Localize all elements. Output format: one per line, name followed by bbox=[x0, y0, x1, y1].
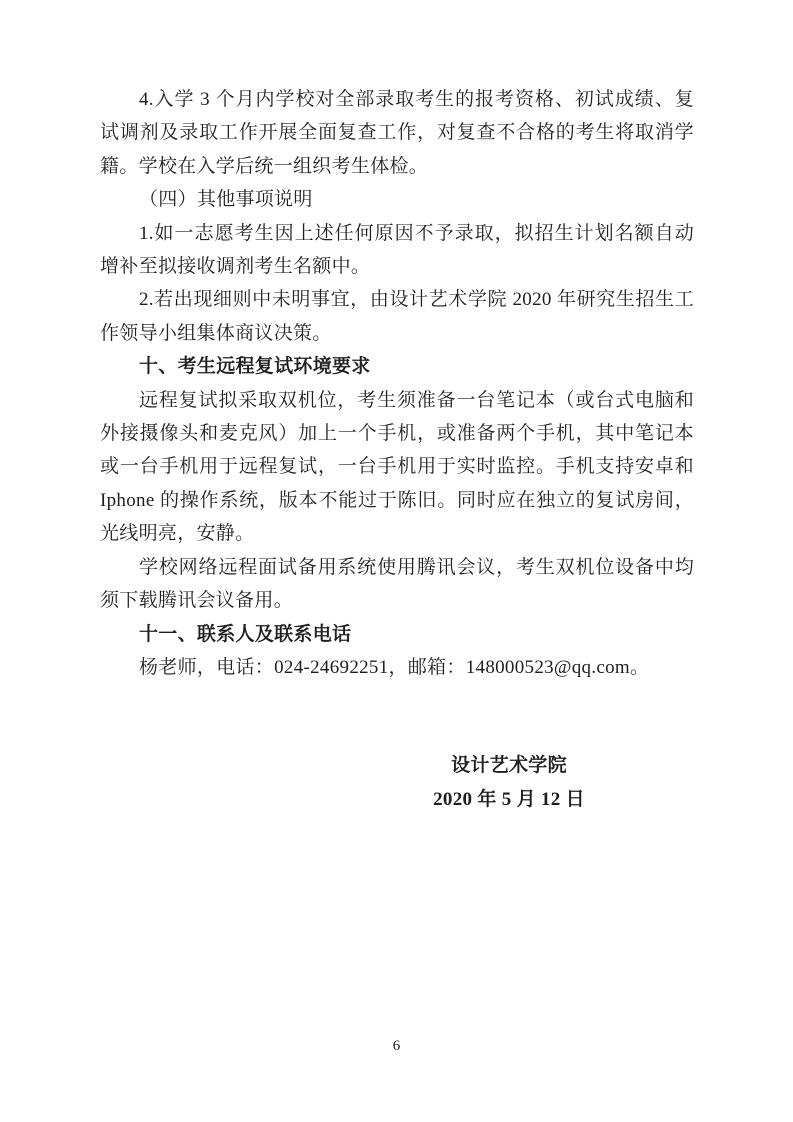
subheading-other-items: （四）其他事项说明 bbox=[139, 189, 313, 211]
signature-organization: 设计艺术学院 bbox=[451, 755, 567, 777]
paragraph-reexamination-notice: 4.入学 3 个月内学校对全部录取考生的报考资格、初试成绩、复试调剂及录取工作开展全面复查工作，对复查不合格的考生将取消学籍。学校在入学后统一组织考生体检。 bbox=[100, 89, 694, 177]
paragraph-tencent-meeting-backup: 学校网络远程面试备用系统使用腾讯会议，考生双机位设备中均须下载腾讯会议备用。 bbox=[100, 556, 694, 612]
signature-block bbox=[324, 749, 694, 816]
paragraph-quota-adjustment: 1.如一志愿考生因上述任何原因不予录取，拟招生计划名额自动增补至拟接收调剂考生名额中。 bbox=[100, 222, 694, 278]
paragraph-contact-details: 杨老师，电话：024-24692251，邮箱：148000523@qq.com。 bbox=[139, 656, 650, 678]
heading-remote-exam-environment: 十、考生远程复试环境要求 bbox=[139, 356, 371, 378]
document-body bbox=[100, 83, 694, 816]
signature-date: 2020 年 5 月 12 日 bbox=[433, 788, 585, 810]
paragraph-dual-camera-setup: 远程复试拟采取双机位，考生须准备一台笔记本（或台式电脑和外接摄像头和麦克风）加上一个手机，或准备两个手机，其中笔记本或一台手机用于远程复试，一台手机用于实时监控。手机支持安卓和 Iphone 的操作系统，版本不能过于陈旧。同时应在独立的复试房间，光线明亮，安静。 bbox=[100, 389, 694, 545]
paragraph-leading-group-decision: 2.若出现细则中未明事宜，由设计艺术学院 2020 年研究生招生工作领导小组集体商议决策。 bbox=[100, 289, 694, 344]
page-number: 6 bbox=[392, 1038, 401, 1054]
heading-contact-info: 十一、联系人及联系电话 bbox=[139, 623, 352, 645]
